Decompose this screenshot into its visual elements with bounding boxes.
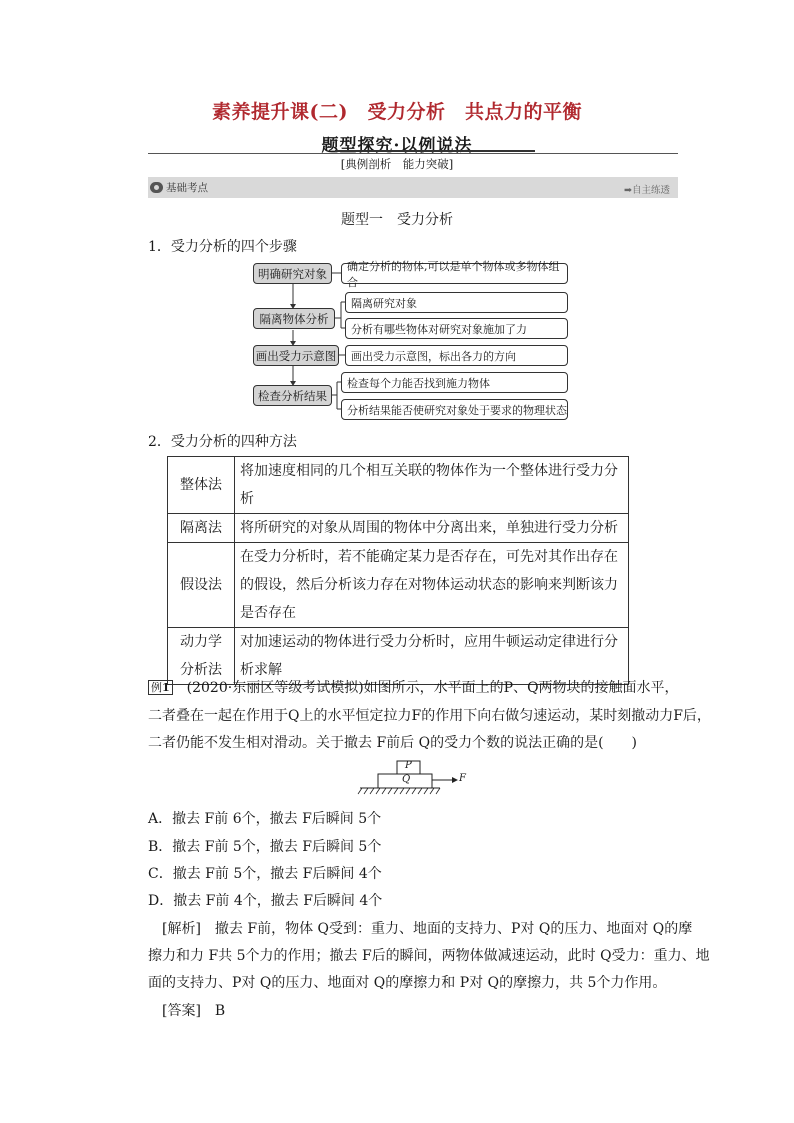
flow-step-2-note-2: 分析有哪些物体对研究对象施加了力 xyxy=(345,318,568,339)
table-row xyxy=(168,457,629,514)
method-desc xyxy=(235,628,629,685)
example-badge-label: 例 xyxy=(151,681,162,694)
method-name: 假设法 xyxy=(168,543,235,628)
table-row xyxy=(168,543,629,628)
name-line: 动力学 xyxy=(180,634,222,650)
method-desc xyxy=(235,543,629,628)
block-figure-drawing xyxy=(352,758,472,800)
section-title-underline xyxy=(335,150,535,152)
example-badge xyxy=(148,680,173,695)
flow-step-4: 检查分析结果 xyxy=(253,385,332,406)
desc-line: 是否存在 xyxy=(240,605,296,621)
page-title: 素养提升课(二) 受力分析 共点力的平衡 xyxy=(212,101,582,123)
desc-line: 析 xyxy=(240,491,254,507)
desc-line: 对加速运动的物体进行受力分析时，应用牛顿运动定律进行分 xyxy=(240,634,618,650)
flow-step-4-note-1: 检查每个力能否找到施力物体 xyxy=(341,372,568,393)
table-row xyxy=(168,628,629,685)
example-badge-number: 1 xyxy=(162,681,170,694)
flow-step-2-note-1: 隔离研究对象 xyxy=(345,292,568,313)
example-text: (2020·东丽区等级考试模拟)如图所示，水平面上的P、Q两物块的接触面水平， xyxy=(172,680,679,696)
methods-table xyxy=(167,456,629,685)
category-text: 基础考点 xyxy=(166,182,208,194)
option-a[interactable]: A．撤去 F前 6个，撤去 F后瞬间 5个 xyxy=(148,811,382,827)
method-desc xyxy=(235,514,629,543)
steps-title: 1．受力分析的四个步骤 xyxy=(148,239,297,255)
topic-heading: 题型一 受力分析 xyxy=(341,212,453,228)
section-subtitle: [典例剖析 能力突破] xyxy=(340,157,454,171)
table-row xyxy=(168,514,629,543)
flow-step-1: 明确研究对象 xyxy=(253,263,332,284)
analysis-line-2: 擦力和力 F共 5个力的作用；撤去 F后的瞬间，两物体做减速运动，此时 Q受力：重力、地 xyxy=(148,948,710,964)
method-name: 整体法 xyxy=(168,457,235,514)
example-line-1 xyxy=(148,677,679,697)
answer-line: [答案] B xyxy=(148,1003,226,1019)
block-figure xyxy=(352,758,472,800)
category-band xyxy=(148,177,678,198)
example-line-3: 二者仍能不发生相对滑动。关于撤去 F前后 Q的受力个数的说法正确的是( ) xyxy=(148,735,638,751)
analysis-line-3: 面的支持力、P对 Q的压力、地面对 Q的摩擦力和 P对 Q的摩擦力，共 5个力作用。 xyxy=(148,975,667,991)
flow-step-3-note: 画出受力示意图，标出各力的方向 xyxy=(345,345,568,366)
section-divider xyxy=(148,153,678,154)
option-d[interactable]: D．撤去 F前 4个，撤去 F后瞬间 4个 xyxy=(148,893,383,909)
label-p: P xyxy=(405,760,412,771)
option-c[interactable]: C．撤去 F前 5个，撤去 F后瞬间 4个 xyxy=(148,866,382,882)
label-q: Q xyxy=(402,774,411,785)
self-practice-link[interactable]: ➡自主练透 xyxy=(624,185,670,196)
desc-line: 将所研究的对象从周围的物体中分离出来，单独进行受力分析 xyxy=(240,520,618,536)
desc-line: 在受力分析时，若不能确定某力是否存在，可先对其作出存在 xyxy=(240,549,618,565)
method-name xyxy=(168,628,235,685)
section-title: 题型探究·以例说法 xyxy=(321,136,473,156)
analysis-line-1: [解析] 撤去 F前，物体 Q受到：重力、地面的支持力、P对 Q的压力、地面对 Q的摩 xyxy=(148,921,693,937)
option-b[interactable]: B．撤去 F前 5个，撤去 F后瞬间 5个 xyxy=(148,839,382,855)
flow-chart xyxy=(245,260,575,425)
desc-line: 析求解 xyxy=(240,662,282,678)
flow-step-2: 隔离物体分析 xyxy=(253,308,335,329)
name-line: 分析法 xyxy=(180,662,222,678)
bullet-icon xyxy=(150,182,163,193)
label-f: F xyxy=(459,773,466,784)
method-name: 隔离法 xyxy=(168,514,235,543)
flow-step-1-note: 确定分析的物体,可以是单个物体或多物体组合 xyxy=(341,263,568,284)
flow-step-4-note-2: 分析结果能否使研究对象处于要求的物理状态 xyxy=(341,399,568,420)
methods-title: 2．受力分析的四种方法 xyxy=(148,434,297,450)
method-desc xyxy=(235,457,629,514)
category-label xyxy=(150,180,208,195)
example-line-2: 二者叠在一起在作用于Q上的水平恒定拉力F的作用下向右做匀速运动，某时刻撤动力F后， xyxy=(148,708,711,724)
flow-step-3: 画出受力示意图 xyxy=(253,345,339,366)
desc-line: 的假设，然后分析该力存在对物体运动状态的影响来判断该力 xyxy=(240,577,618,593)
desc-line: 将加速度相同的几个相互关联的物体作为一个整体进行受力分 xyxy=(240,463,618,479)
